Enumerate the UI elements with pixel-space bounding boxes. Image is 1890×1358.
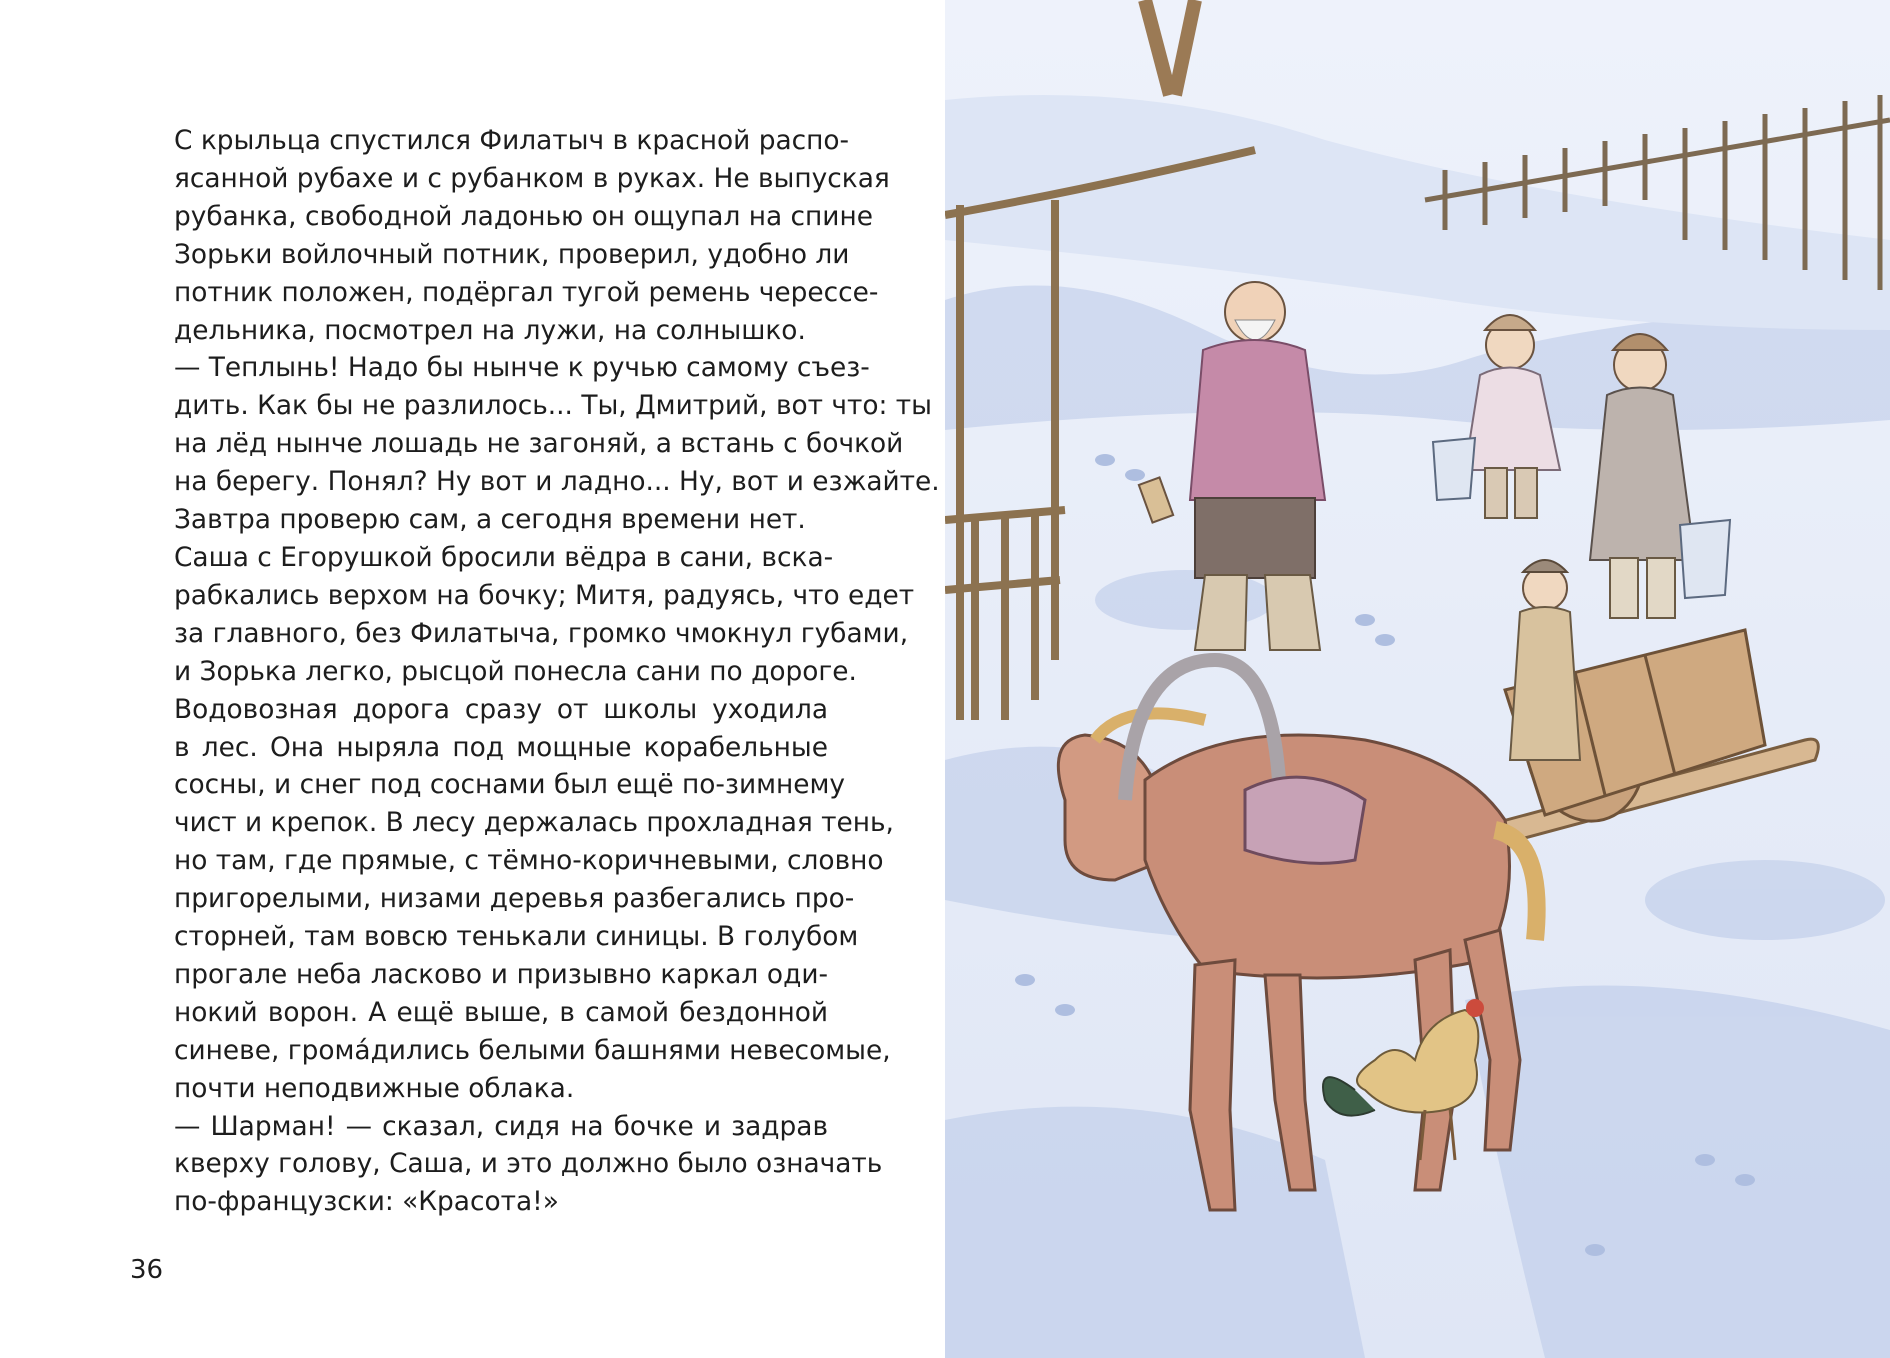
- body-text: [130, 122, 940, 1221]
- text-line: дить. Как бы не разлилось... Ты, Дмитрий, вот что: ты: [174, 390, 933, 422]
- text-line: — Шарман! — сказал, сидя на бочке и задрав: [174, 1110, 828, 1142]
- text-line: синеве, громáдились белыми башнями невесомые,: [174, 1034, 891, 1066]
- text-line: Зорьки войлочный потник, проверил, удобно ли: [174, 238, 850, 270]
- text-line: рабкались верхом на бочку; Митя, радуясь, что едет: [174, 579, 915, 611]
- text-line: рубанка, свободной ладонью он ощупал на спине: [174, 200, 873, 232]
- text-line: дельника, посмотрел на лужи, на солнышко.: [174, 314, 806, 346]
- text-line: ясанной рубахе и с рубанком в руках. Не выпуская: [174, 162, 890, 194]
- paragraph: [130, 349, 940, 539]
- paragraph: [130, 691, 894, 1108]
- text-line: нокий ворон. А ещё выше, в самой бездонной: [174, 996, 828, 1028]
- text-line: пригорелыми, низами деревья разбегались про-: [174, 883, 855, 915]
- text-line: Водовозная дорога сразу от школы уходила: [174, 693, 828, 725]
- text-line: прогале неба ласково и призывно каркал оди-: [174, 958, 828, 990]
- text-line: за главного, без Филатыча, громко чмокнул губами,: [174, 617, 909, 649]
- paragraph: [130, 539, 915, 691]
- text-line: С крыльца спустился Филатыч в красной распо-: [174, 125, 850, 156]
- text-line: на берегу. Понял? Ну вот и ладно... Ну, вот и езжайте.: [174, 466, 940, 498]
- page-number: 36: [130, 1255, 164, 1285]
- text-line: Завтра проверю сам, а сегодня времени нет.: [174, 504, 806, 536]
- text-line: Саша с Егорушкой бросили вёдра в сани, вска-: [174, 541, 834, 573]
- text-line: сосны, и снег под соснами был ещё по-зимнему: [174, 769, 846, 801]
- text-line: почти неподвижные облака.: [174, 1072, 575, 1104]
- winter-scene-drawing: [945, 0, 1890, 1358]
- text-line: — Теплынь! Надо бы нынче к ручью самому съез-: [174, 352, 870, 384]
- text-line: но там, где прямые, с тёмно-коричневыми, словно: [174, 845, 884, 877]
- text-line: на лёд нынче лошадь не загоняй, а встань с бочкой: [174, 428, 904, 460]
- text-line: и Зорька легко, рысцой понесла сани по дороге.: [174, 655, 857, 687]
- text-line: в лес. Она ныряла под мощные корабельные: [174, 731, 828, 763]
- paragraph: [130, 122, 890, 349]
- text-line: потник положен, подёргал тугой ремень черессе-: [174, 276, 879, 308]
- text-line: сторней, там вовсю тенькали синицы. В голубом: [174, 921, 859, 953]
- text-line: по-французски: «Красота!»: [174, 1186, 559, 1218]
- text-line: чист и крепок. В лесу держалась прохладная тень,: [174, 807, 894, 839]
- paragraph: [130, 1108, 883, 1222]
- illustration: [945, 0, 1890, 1358]
- text-line: кверху голову, Саша, и это должно было означать: [174, 1148, 883, 1180]
